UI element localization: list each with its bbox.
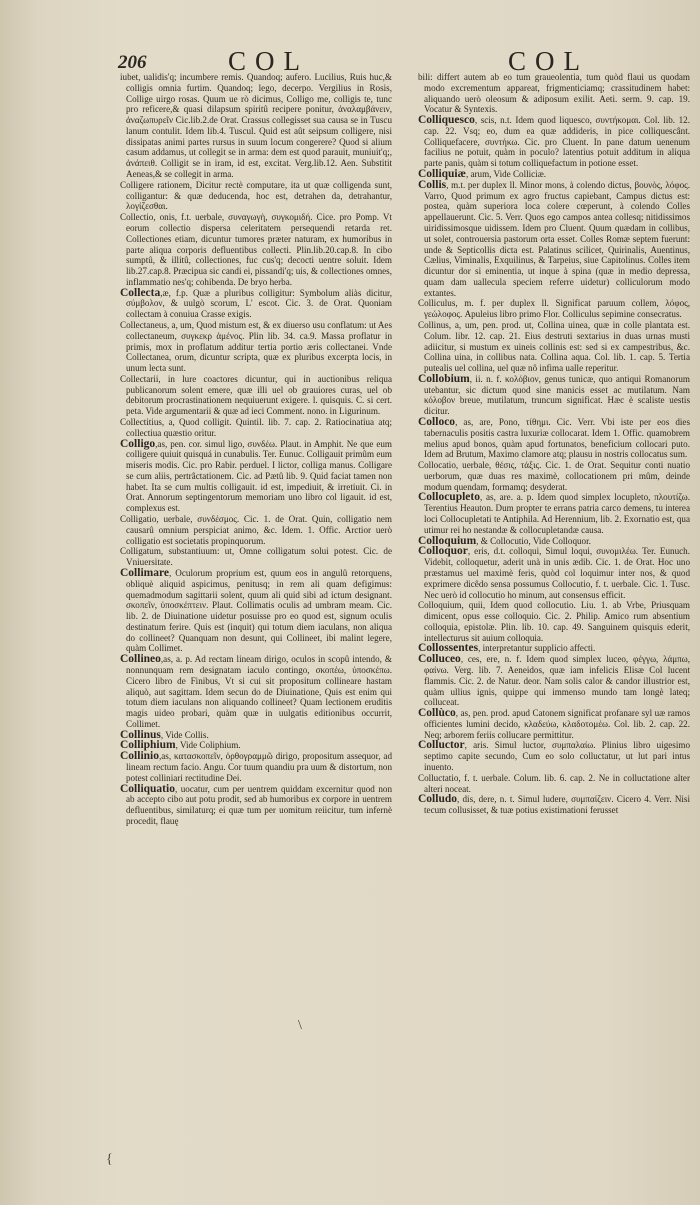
entry-text: , m.t. per duplex ll. Minor mons, à colendo dictus, βουνὸς, λόφος. Varro, Quod primum ex agro fructus capiebant, Campus dictus est: postea, quàm superiora loca colere cœperunt, à colendo Colles appellauerunt. Cic. 5. Verr. Quos ego campos antea collesq; nitidissimos uiridissimosque uidissem. Idem pro Cluent. Quum quædam in collibus, ut solet, controuersia pastorum orta esset. Colles Romæ septem fuerunt: unde & Septicollis dicta est. Palatinus scilicet, Quirinalis, Auentinus, Cælius, Viminalis, Exquilinus, & Tarpeius, siue Capitolinus. Colles item dicuntur dor si eminentia, ut inque à spina (quæ in medio depressa, quam dam uallecula speciem referre uidetur) colliculorum modo extantes.	[424, 179, 690, 298]
dictionary-entry	[418, 298, 690, 320]
entry-headword: Collinus	[120, 728, 161, 741]
entry-text: Collocatio, uerbale, θέσις, τάξις. Cic. 1. de Orat. Sequitur conti nuatio uerborum, quæ duas res maximè, collocationem pri mûm, deinde modum quendam, formamq; desyderat.	[418, 460, 690, 492]
dictionary-entry	[120, 212, 392, 287]
dictionary-entry	[418, 600, 690, 643]
dictionary-entry	[418, 417, 690, 460]
entry-headword: Collossentes	[418, 642, 479, 655]
dictionary-entry	[418, 740, 690, 772]
dictionary-entry	[120, 740, 392, 751]
dictionary-entry	[418, 460, 690, 492]
entry-text: , as, pen. prod. apud Catonem significat profanare syl uæ ramos officientes lumini decido, κλαδεύω, κλαδοτομέω. Col. lib. 2. cap. 22. Neq; arborem feriis collucare permittitur.	[424, 708, 690, 740]
entry-headword: Colliquiæ	[418, 168, 466, 181]
dictionary-entry	[120, 288, 392, 320]
entry-text: Colloquium, quii, Idem quod collocutio. Liu. 1. ab Vrbe, Priusquam dimicent, opus esse colloquio. Cic. 2. Philip. Amico rum absentium colloquia, epistolæ. Plin. lib. 10. cap. 49. Sanguinem quisquis ederit, intellecturus sit auium colloquia.	[418, 600, 690, 643]
entry-headword: Colloquium	[418, 534, 477, 547]
dictionary-entry	[418, 794, 690, 816]
entry-text: Collectarii, in lure coactores dicuntur, qui in auctionibus reliqua publicanorum solent emere, quæ illi uel ob grauiores curas, uel ob debitorum procrastinationem nequiuerunt exigere. l. quisquis. C. si cert. peta. Vide argumentarii & quæ ad ieci Comment. nono. in Ligurinum.	[120, 373, 392, 417]
dictionary-entry	[418, 374, 690, 417]
right-column	[418, 72, 690, 816]
entry-text: , as, are, Pono, τίθημι. Cic. Verr. Vbi iste per eos dies tabernaculis positis castra luxuriæ collocarat. Idem 1. Offic. quamobrem melius apud bonos, quàm apud fortunatos, beneficium collocari puto. Idem ad Brutum, Maximo clamore atq; plausu in nostris collocatus sum.	[424, 417, 690, 460]
left-guide-word: COL	[228, 46, 309, 76]
dictionary-entry	[418, 320, 690, 374]
entry-text: iubet, ualidis'q; incumbere remis. Quandoq; aufero. Lucilius, Ruis huc,& colligis omnia furtim. Quandoq; lego, decerpo. Vergilius in Rosis, Collige uirgo rosas. Quum ue rò dicimus, Colligo me, colligis te, tunc pro reficere,& quasi dilapsum spiritû recipere ponitur, ἀναλαμβάνειν, ἀναζωπυρεῖν Cic.lib.2.de Orat. Crassus collegisset sua causa se in Tuscu lanum contulit. Idem lib.4. Tuscul. Quid est aût seipsum colligere, nisi dissipatas animi partes rursus in suum locum congerere? Quod si alium casum addamus, ut collegit se in arma: dem est quod parauit, muniuit'q;, ἀνάπειθ. Colligit se in iram, id est, excitat. Verg.lib.12. Aen. Substitit Aeneas,& se collegit in arma.	[120, 72, 392, 180]
dictionary-entry	[120, 568, 392, 654]
entry-text: ,as, κατασκοπεῖν, ὀρθογραμμῶ dirigo, propositum assequor, ad lineam rectum facio. Angu. Cor tuum quandiu pra uum & distortum, non potest colliniari rectitudine Dei.	[126, 751, 392, 783]
entry-text: , aris. Simul luctor, συμπαλαίω. Plinius libro uigesimo septimo capite secundo, Cum eo solo colluctatur, ut lut pari intus inuento.	[424, 740, 690, 772]
entry-headword: Collimare	[120, 566, 169, 579]
entry-text: Colliculus, m. f. per duplex ll. Significat paruum collem, λόφος, γεώλοφος. Apuleius libro primo Flor. Colliculus sepimine consecratus.	[418, 298, 690, 320]
entry-headword: Collis	[418, 178, 447, 191]
entry-text: , uocatur, cum per uentrem quiddam excernitur quod non ab accepto cibo aut potu prodit, sed ab humoribus ex corpore in uentrem defluentibus, similaturq; ei quæ tum per uomitum reiicitur, tum infernè procedit, flauę	[126, 783, 392, 826]
left-column	[120, 72, 392, 827]
entry-text: , Vide Coliphium.	[175, 740, 241, 751]
entry-text: Collectaneus, a, um, Quod mistum est, & ex diuerso usu conflatum: ut Aes collectaneum, συγκεκρ ἁμένος. Plin lib. 34. ca.9. Massa proflatur in primis, mox in proflatum additur tertia portio æris collectanei. Vnde Collectanea, orum, dicuntur scripta, quæ ex pluribus excerpta locis, in unum lecta sunt.	[120, 319, 392, 374]
dictionary-entry	[120, 654, 392, 729]
entry-text: , Oculorum proprium est, quum eos in angulû retorquens, obliquè aliquid aspicimus, penitusq; in rem ali quam defigimus: quemadmodum sagittarii solent, quum ali quid sibi ad ictum designant. σκοπεῖν, ὑποσκέπτειν. Plaut. Collimatis oculis ad umbram meam. Cic. lib. 2. de Diuinatione uidetur posuisse pro eo quod est, signum oculis destinatum ferire. Quis est (inquit) qui totum diem iaculans, non aliqua do collineet? Quanquam non desunt, qui Collineet, ibi malint legere, quàm Collimet.	[126, 567, 392, 654]
entry-text: Collinus, a, um, pen. prod. ut, Collina uinea, quæ in colle plantata est. Colum. libr. 12. cap. 21. Eius destruti sextarius in duas urnas musti adiicitur, si mustum ex uineis collinis est: sed si ex campestribus, &c. Collina uina, in collibus nata. Collina aqua. Col. lib. 1. cap. 5. Tertia putealis uel collina, uel quæ nô infima ualle reperitur.	[418, 319, 690, 374]
entry-text: Collectio, onis, f.t. uerbale, συναγωγὴ, συγκομιδή. Cice. pro Pomp. Vt eorum collectio dispersa celeritatem persequendi retarda ret. Collectiones etiam, dicuntur tumores præter naturam, ex humoribus in parte aliqua corporis defluentibus collecti. Plin.lib.20.cap.8. In cibo sumptû, & illitû, collectiones, fuc cus'q; decocti uentre soluit. Idem lib.27.cap.8. Præcipua sic candi ei, pissandi'q; uis, & collectiones omnes, inflammatio nes'q; cohibenda. De bryo herba.	[120, 212, 392, 287]
entry-text: , as, are. a. p. Idem quod simplex locupleto, πλουτίζω. Terentius Heauton. Dum propter te errans patria carco demens, tu interea loci Collocupletati te Antiphila. Ad Herennium, lib. 2. Exornatio est, qua utimur rei ho nestandæ & collocupletandæ causa.	[424, 492, 690, 535]
entry-text: , ii. n. f. κολόβιον, genus tunicæ, quo antiqui Romanorum utebantur, sic dictum quod sine manicis esset ac mutilatum. Nam κόλοβον breue, mutilatum, truncum significat. Hæc è scaliste uestis dicitur.	[424, 373, 690, 417]
dictionary-entry	[418, 72, 690, 115]
entry-headword: Colliphium	[120, 739, 176, 752]
entry-headword: Colliquatio	[120, 782, 175, 795]
dictionary-entry	[418, 546, 690, 600]
entry-headword: Collobium	[418, 372, 470, 385]
dictionary-entry	[120, 751, 392, 783]
entry-text: Colligatum, substantiuum: ut, Omne colligatum solui potest. Cic. de Vniuersitate.	[120, 546, 392, 568]
right-guide-word: COL	[508, 46, 589, 76]
entry-text: Colluctatio, f. t. uerbale. Colum. lib. 6. cap. 2. Ne in colluctatione alter alteri noceat.	[418, 772, 690, 794]
entry-headword: Colloquor	[418, 545, 468, 558]
entry-headword: Collineo	[120, 653, 161, 666]
entry-headword: Collecta	[120, 286, 161, 299]
page-number: 206	[118, 52, 147, 73]
dictionary-entry	[120, 514, 392, 546]
entry-headword: Colludo	[418, 793, 457, 806]
dictionary-entry	[120, 546, 392, 568]
dictionary-entry	[418, 115, 690, 169]
entry-text: , dis, dere, n. t. Simul ludere, συμπαίζειν. Cicero 4. Verr. Nisi tecum collusisset, & tuæ potius existimationi ferusset	[424, 794, 690, 816]
dictionary-entry	[120, 439, 392, 514]
dictionary-entry	[120, 417, 392, 439]
entry-text: , ces, ere, n. f. Idem quod simplex luceo, φέγγω, λάμπω, φαίνω. Verg. lib. 7. Aeneidos, quæ iam infelicis Elisæ Col lucent flammis. Cic. 2. de Natur. deor. Nam solis calor & candor illustrior est, quàm ullius ignis, quippe qui immenso mundo tam longè lateq; colluceat.	[424, 654, 690, 708]
entry-headword: Colluctor	[418, 739, 465, 752]
entry-headword: Colligo	[120, 437, 156, 450]
binding-mark: {	[106, 1152, 113, 1167]
entry-headword: Collocupleto	[418, 491, 480, 504]
entry-text: , arum, Vide Colliciæ.	[465, 169, 547, 180]
dictionary-entry	[418, 773, 690, 795]
dictionary-entry	[120, 784, 392, 827]
dictionary-entry	[120, 180, 392, 212]
entry-headword: Collùco	[418, 707, 456, 720]
entry-text: , & Collocutio, Vide Colloquor.	[476, 535, 591, 546]
entry-headword: Colliquesco	[418, 114, 475, 127]
entry-text: , Vide Collis.	[160, 729, 209, 740]
entry-text: ,as, pen. cor. simul ligo, συνδέω. Plaut. in Amphit. Ne que eum colligere quiuit quisquá in cunabulis. Ter. Eunuc. Colligauit primûm eum miseris modis. Cic. pro Rabir. perduel. I lictor, colliga manus. Colligare se cum aliis, pertrâctationem. Cic. ad Pætû lib. 9. Quid faciat tamen non habet. Ita se cum multis colligauit. id est, impediuit, & irretiuit. Ci. in Orat. Annorum septingentorum memoriam uno libro col ligauit. id est, complexus est.	[126, 438, 392, 514]
dictionary-entry	[418, 169, 690, 180]
entry-text: Collectitius, a, Quod colligit. Quintil. lib. 7. cap. 2. Ratiocinatiua atq; collectiua quæstio oritur.	[120, 417, 392, 438]
dictionary-entry	[120, 320, 392, 374]
margin-mark: \	[298, 1018, 302, 1033]
dictionary-entry	[418, 654, 690, 708]
entry-text: Colligere rationem, Dicitur rectè computare, ita ut quæ colligenda sunt, colligantur: & quæ deducenda, hoc est, detrahen da, detrahantur, λογίζεσθαι.	[120, 179, 392, 212]
entry-text: , eris, d.t. colloqui, Simul loqui, συνομιλέω. Ter. Eunuch. Videbit, colloquetur, aderit unà in unis ædib. Cic. 1. de Orat. Hoc uno præstamus uel maximè feris, quòd col loquimur inter nos, & quod exprimere dicêdo sensa possumus Collocutio, f. t. uerbale. Cic. 1. Tusc. Nec uerò id collocutio ho minum, aut consensus efficit.	[424, 546, 690, 600]
entry-text: ,æ, f.p. Quæ a pluribus colligitur: Symbolum aliàs dicitur, σύμβολον, & uulgò scorum, L' escot. Cic. 3. de Orat. Quoniam collectam à conuiua Crasse exigis.	[126, 287, 392, 320]
dictionary-entry	[418, 708, 690, 740]
entry-text: , scis, n.t. Idem quod liquesco, συντήκομαι. Col. lib. 12. cap. 22. Vsq; eo, dum ea quæ addideris, in pice colliquescânt. Colliquefacere, συντήκω. Cic. pro Cluent. In pane datum uenenum facilius ne potuit, quàm in poculo? latentius potuit additum in aliqua parte panis, quàm si totum colliquefactum in potione esset.	[424, 115, 690, 169]
dictionary-entry	[418, 492, 690, 535]
entry-text: , interpretantur supplicio affecti.	[478, 643, 596, 654]
entry-headword: Collinio	[120, 750, 159, 763]
dictionary-entry	[120, 72, 392, 180]
dictionary-entry	[418, 180, 690, 299]
entry-headword: Colloco	[418, 416, 456, 428]
entry-text: ,as, a. p. Ad rectam lineam dirigo, oculos in scopû intendo, & nonnunquam rem designatam iaculo contingo, σκοπέω, ὑποσκέπω. Cicero libro de Finibus, Vt si cui sit propositum collineare hastam aliquò, aut sagittam. Idem secun do de Diuinatione, Quis est enim qui totum diem iaculans non aliquando collineet? Quam lectionem eruditis magis uideo probari, quàm quæ in uulgatis editionibus occurrit, Collimet.	[126, 654, 392, 729]
entry-headword: Colluceo	[418, 653, 461, 666]
dictionary-entry	[120, 374, 392, 417]
entry-text: Colligatio, uerbale, συνδέσμος. Cic. 1. de Orat. Quin, colligatio nem causarû omnium perspiciat animo, &c. Idem. 1. Offic. Arctior uerò colligatio est societatis propinquorum.	[120, 514, 392, 546]
entry-text: bili: differt autem ab eo tum graueolentia, tum quòd flaui us quodam modo excrementum appareat, frigmenticiamq; crassitudinem habet: aliquando uerò oleosum & adiposum exilit. Aeti. serm. 9. cap. 19. Vocatur & Syntexis.	[418, 72, 690, 115]
